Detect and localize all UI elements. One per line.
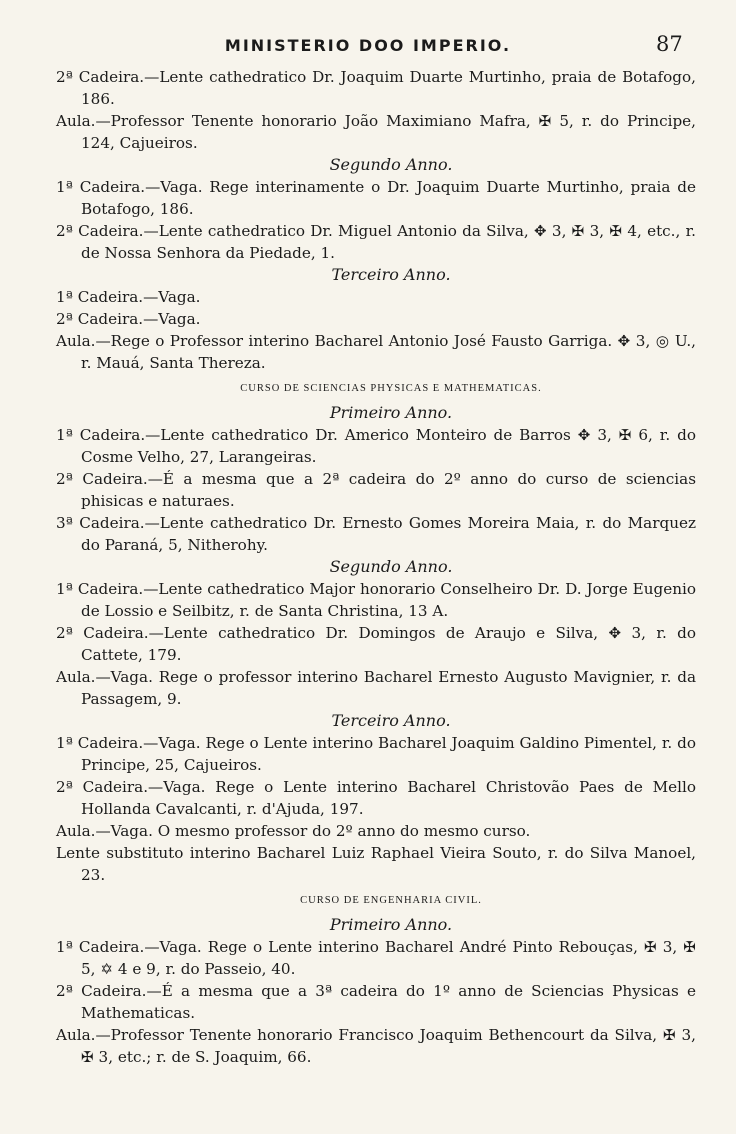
entry: Aula.—Professor Tenente honorario Francisco Joaquim Bethencourt da Silva, ✠ 3, ✠ 3, etc.; r. de S. Joaquim, 66. [56, 1026, 696, 1066]
year-heading: Primeiro Anno. [329, 403, 453, 422]
entry: 1ª Cadeira.—Vaga. Rege o Lente interino Bacharel André Pinto Rebouças, ✠ 3, ✠ 5, ✡ 4 e 9, r. do Passeio, 40. [56, 938, 696, 978]
entry: Aula.—Vaga. O mesmo professor do 2º anno do mesmo curso. [56, 822, 531, 840]
year-heading: Segundo Anno. [329, 155, 453, 174]
running-title: MINISTERIO DOO IMPERIO. [224, 36, 512, 55]
page-body [56, 66, 696, 1068]
entry: 1ª Cadeira.—Lente cathedratico Major honorario Conselheiro Dr. D. Jorge Eugenio de Lossio e Seilbitz, r. de Santa Christina, 13 A. [56, 580, 696, 620]
entry: Lente substituto interino Bacharel Luiz Raphael Vieira Souto, r. do Silva Manoel, 23. [56, 844, 696, 884]
entry: 2ª Cadeira.—Vaga. Rege o Lente interino Bacharel Christovão Paes de Mello Hollanda Cavalcanti, r. d'Ajuda, 197. [56, 778, 696, 818]
entry: 2ª Cadeira.—Lente cathedratico Dr. Domingos de Araujo e Silva, ✥ 3, r. do Cattete, 179. [56, 624, 696, 664]
page-header [0, 34, 736, 64]
entry: 1ª Cadeira.—Vaga. Rege o Lente interino Bacharel Joaquim Galdino Pimentel, r. do Principe, 25, Cajueiros. [56, 734, 696, 774]
entry: 1ª Cadeira.—Lente cathedratico Dr. Americo Monteiro de Barros ✥ 3, ✠ 6, r. do Cosme Velho, 27, Larangeiras. [56, 426, 696, 466]
entry: Aula.—Professor Tenente honorario João Maximiano Mafra, ✠ 5, r. do Principe, 124, Cajueiros. [56, 112, 696, 152]
entry: Aula.—Vaga. Rege o professor interino Bacharel Ernesto Augusto Mavignier, r. da Passagem, 9. [56, 668, 696, 708]
entry: 1ª Cadeira.—Vaga. Rege interinamente o Dr. Joaquim Duarte Murtinho, praia de Botafogo, 186. [56, 178, 696, 218]
entry: 2ª Cadeira.—Lente cathedratico Dr. Miguel Antonio da Silva, ✥ 3, ✠ 3, ✠ 4, etc., r. de Nossa Senhora da Piedade, 1. [56, 222, 696, 262]
entry: 3ª Cadeira.—Lente cathedratico Dr. Ernesto Gomes Moreira Maia, r. do Marquez do Paraná, 5, Nitherohy. [56, 514, 696, 554]
year-heading: Primeiro Anno. [329, 915, 453, 934]
page-number: 87 [656, 32, 683, 56]
entry: 2ª Cadeira.—Vaga. [56, 310, 201, 328]
entry: 2ª Cadeira.—É a mesma que a 2ª cadeira do 2º anno do curso de sciencias phisicas e naturaes. [56, 470, 696, 510]
year-heading: Terceiro Anno. [331, 265, 451, 284]
entry: 2ª Cadeira.—É a mesma que a 3ª cadeira do 1º anno de Sciencias Physicas e Mathematicas. [56, 982, 696, 1022]
entry: Aula.—Rege o Professor interino Bacharel Antonio José Fausto Garriga. ✥ 3, ◎ U., r. Mauá, Santa Thereza. [56, 332, 696, 372]
entry: 1ª Cadeira.—Vaga. [56, 288, 201, 306]
section-heading: CURSO DE ENGENHARIA CIVIL. [300, 895, 482, 906]
year-heading: Terceiro Anno. [331, 711, 451, 730]
entry: 2ª Cadeira.—Lente cathedratico Dr. Joaquim Duarte Murtinho, praia de Botafogo, 186. [56, 68, 696, 108]
year-heading: Segundo Anno. [329, 557, 453, 576]
section-heading: CURSO DE SCIENCIAS PHYSICAS E MATHEMATICAS. [240, 383, 542, 394]
